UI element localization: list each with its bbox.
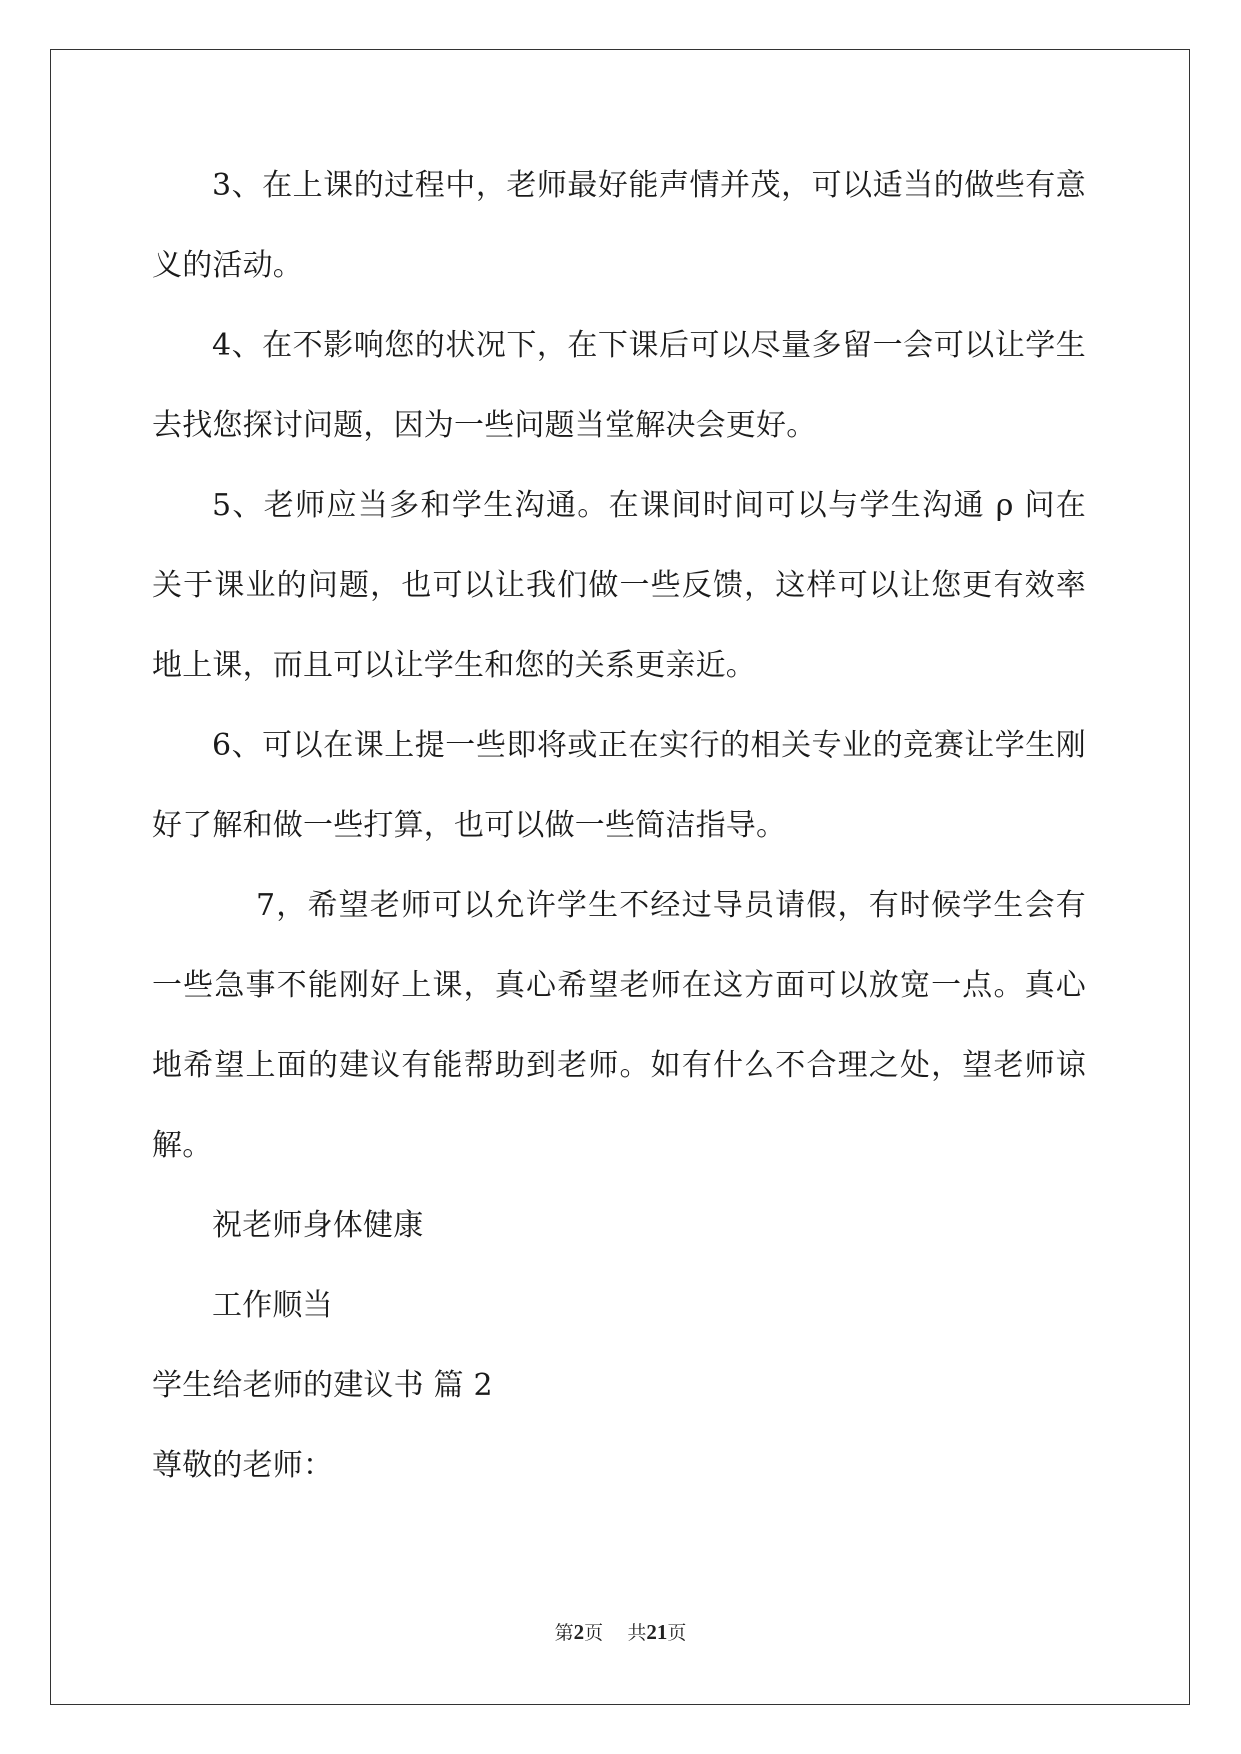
paragraph-7-line-2: 一些急事不能刚好上课，真心希望老师在这方面可以放宽一点。真心 — [152, 968, 1086, 1003]
section-heading: 学生给老师的建议书 篇 2 — [152, 1368, 493, 1403]
paragraph-7-line-1: 7，希望老师可以允许学生不经过导员请假，有时候学生会有 — [256, 888, 1086, 923]
salutation: 尊敬的老师： — [152, 1448, 334, 1483]
footer-page-unit: 页 — [584, 1622, 604, 1644]
paragraph-6-line-2: 好了解和做一些打算，也可以做一些简洁指导。 — [152, 808, 787, 843]
footer-page-number: 2 — [573, 1620, 585, 1644]
closing-wish-2: 工作顺当 — [212, 1288, 333, 1323]
paragraph-7-line-4: 解。 — [152, 1128, 213, 1163]
footer-prefix: 第 — [554, 1622, 574, 1644]
paragraph-5-line-2: 关于课业的问题，也可以让我们做一些反馈，这样可以让您更有效率 — [152, 568, 1086, 603]
paragraph-5-line-1: 5、老师应当多和学生沟通。在课间时间可以与学生沟通 ρ 问在 — [212, 488, 1086, 523]
paragraph-4-line-2: 去找您探讨问题，因为一些问题当堂解决会更好。 — [152, 408, 817, 443]
document-body — [152, 162, 1086, 1522]
paragraph-7-line-3: 地希望上面的建议有能帮助到老师。如有什么不合理之处，望老师谅 — [152, 1048, 1086, 1083]
footer-total-pages: 21 — [646, 1620, 668, 1644]
paragraph-3-line-2: 义的活动。 — [152, 248, 303, 283]
paragraph-6-line-1: 6、可以在课上提一些即将或正在实行的相关专业的竞赛让学生刚 — [212, 728, 1086, 763]
closing-wish-1: 祝老师身体健康 — [212, 1208, 424, 1243]
footer-total-unit: 页 — [667, 1622, 687, 1644]
paragraph-3-line-1: 3、在上课的过程中，老师最好能声情并茂，可以适当的做些有意 — [212, 168, 1086, 203]
paragraph-5-line-3: 地上课，而且可以让学生和您的关系更亲近。 — [152, 648, 756, 683]
page-footer — [0, 1618, 1241, 1645]
footer-total-prefix: 共 — [627, 1622, 647, 1644]
paragraph-4-line-1: 4、在不影响您的状况下，在下课后可以尽量多留一会可以让学生 — [212, 328, 1086, 363]
